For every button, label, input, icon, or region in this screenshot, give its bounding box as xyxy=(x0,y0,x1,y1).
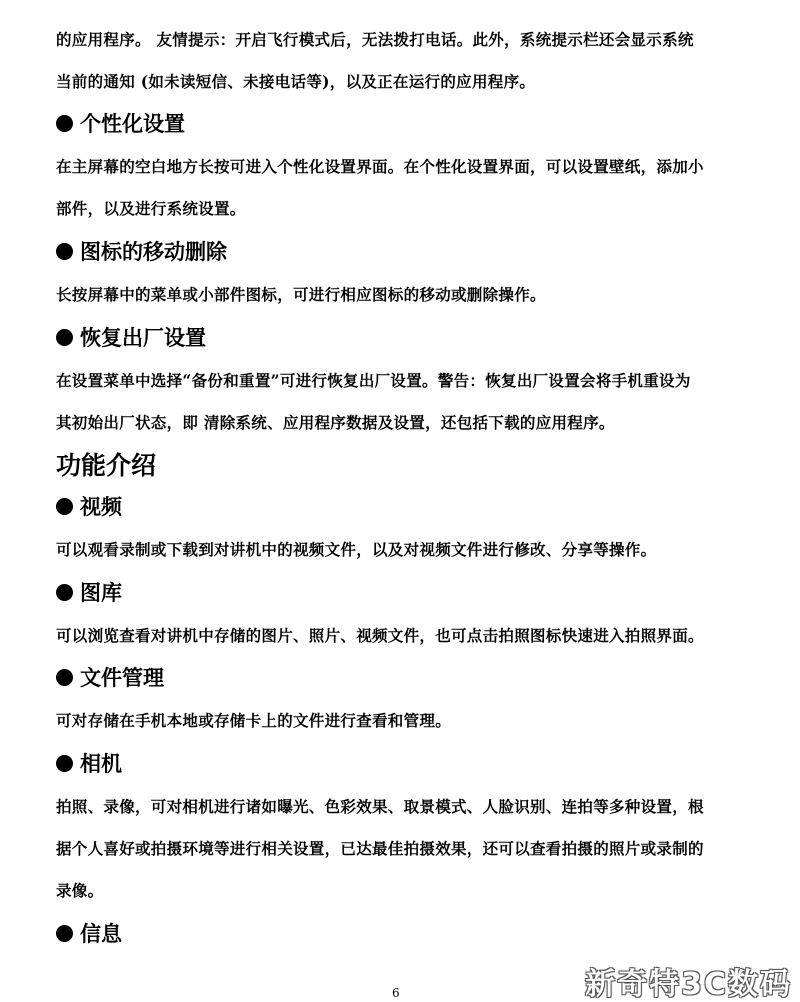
camera-line-2: 据个人喜好或拍摄环境等进行相关设置，已达最佳拍摄效果，还可以查看拍摄的照片或录制的 xyxy=(56,839,704,858)
heading-personalization-text: 个性化设置 xyxy=(80,112,185,136)
file-manager-line-1: 可对存储在手机本地或存储卡上的文件进行查看和管理。 xyxy=(56,711,452,730)
heading-messages xyxy=(56,921,122,947)
section-title-features: 功能介绍 xyxy=(56,451,157,480)
heading-camera-text: 相机 xyxy=(80,752,122,776)
factory-reset-line-2: 其初始出厂状态，即 清除系统、应用程序数据及设置，还包括下载的应用程序。 xyxy=(56,413,615,432)
page-number: 6 xyxy=(392,986,400,1000)
intro-line-1: 的应用程序。 友情提示：开启飞行模式后，无法拨打电话。此外，系统提示栏还会显示系统 xyxy=(56,30,694,49)
personalization-line-1: 在主屏幕的空白地方长按可进入个性化设置界面。在个性化设置界面，可以设置壁纸，添加小 xyxy=(56,157,704,176)
heading-icon-move xyxy=(56,239,227,265)
heading-file-manager xyxy=(56,665,164,691)
bullet-icon xyxy=(56,755,73,772)
bullet-icon xyxy=(56,669,73,686)
heading-icon-move-text: 图标的移动删除 xyxy=(80,240,227,264)
watermark: 新奇特3C数码 xyxy=(585,967,792,1002)
bullet-icon xyxy=(56,115,73,132)
heading-gallery-text: 图库 xyxy=(80,581,122,605)
video-line-1: 可以观看录制或下载到对讲机中的视频文件，以及对视频文件进行修改、分享等操作。 xyxy=(56,540,657,559)
heading-messages-text: 信息 xyxy=(80,922,122,946)
camera-line-3: 录像。 xyxy=(56,881,104,900)
personalization-line-2: 部件，以及进行系统设置。 xyxy=(56,199,246,218)
bullet-icon xyxy=(56,584,73,601)
bullet-icon xyxy=(56,329,73,346)
heading-factory-reset xyxy=(56,325,206,351)
intro-line-2: 当前的通知 (如未读短信、未接电话等)，以及正在运行的应用程序。 xyxy=(56,72,536,91)
heading-video xyxy=(56,494,122,520)
bullet-icon xyxy=(56,243,73,260)
heading-video-text: 视频 xyxy=(80,495,122,519)
heading-camera xyxy=(56,751,122,777)
bullet-icon xyxy=(56,925,73,942)
bullet-icon xyxy=(56,498,73,515)
factory-reset-line-1: 在设置菜单中选择“备份和重置”可进行恢复出厂设置。警告：恢复出厂设置会将手机重设为 xyxy=(56,371,691,390)
heading-personalization xyxy=(56,111,185,137)
icon-move-line-1: 长按屏幕中的菜单或小部件图标，可进行相应图标的移动或删除操作。 xyxy=(56,285,546,304)
heading-factory-reset-text: 恢复出厂设置 xyxy=(80,326,206,350)
camera-line-1: 拍照、录像，可对相机进行诸如曝光、色彩效果、取景模式、人脸识别、连拍等多种设置，根 xyxy=(56,797,704,816)
heading-gallery xyxy=(56,580,122,606)
heading-file-manager-text: 文件管理 xyxy=(80,666,164,690)
gallery-line-1: 可以浏览查看对讲机中存储的图片、照片、视频文件，也可点击拍照图标快速进入拍照界面。 xyxy=(56,626,704,645)
